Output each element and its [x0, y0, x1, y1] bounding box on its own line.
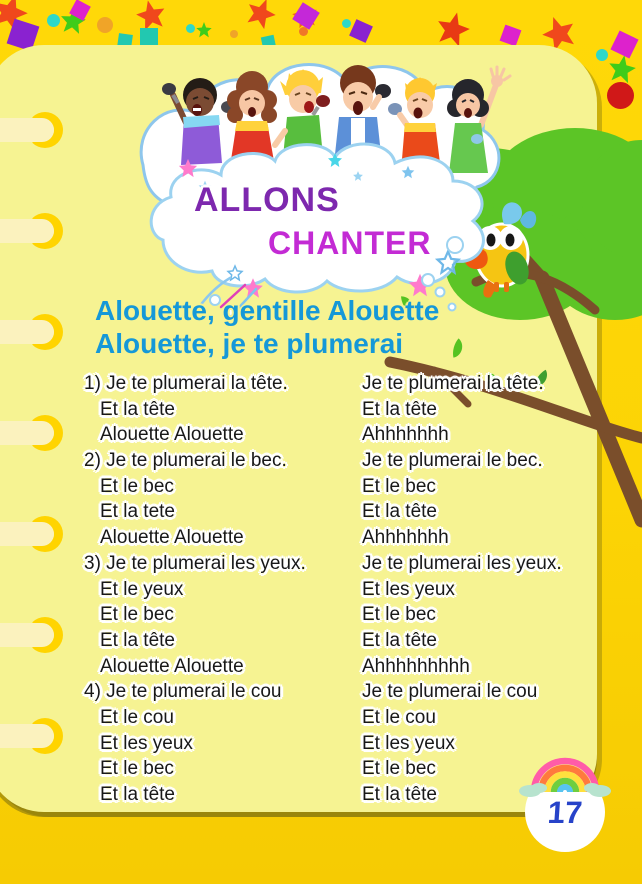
lyric-line: Ahhhhhhh: [362, 527, 449, 549]
lyric-line: Ahhhhhhhhh: [362, 655, 470, 677]
lyric-line: Et le bec: [100, 758, 174, 780]
lyric-line: Et les yeux: [100, 732, 193, 754]
binder-ring: [0, 110, 70, 150]
lyric-line: Et les yeux: [362, 732, 455, 754]
lyric-line: Et le cou: [100, 706, 174, 728]
confetti-star-icon: [606, 53, 638, 85]
confetti-square-icon: [349, 19, 373, 43]
lyric-line: Et le bec: [362, 604, 436, 626]
banner-title-line2: CHANTER: [268, 225, 432, 261]
lyric-line: Et le cou: [362, 706, 436, 728]
singing-children-illustration: [125, 45, 515, 305]
binder-ring: [0, 615, 70, 655]
lyric-line: 3) Je te plumerai les yeux.: [84, 552, 306, 574]
lyrics-right-column: [362, 371, 562, 808]
lyric-line: Je te plumerai les yeux.: [362, 552, 562, 574]
lyric-line: Et la tête: [100, 784, 175, 805]
confetti-dot-icon: [607, 82, 634, 109]
binder-ring: [0, 211, 70, 251]
page-number-badge: [518, 745, 612, 857]
confetti-dot-icon: [47, 14, 60, 27]
lyric-line: Ahhhhhhh: [362, 424, 449, 446]
binder-ring: [0, 716, 70, 756]
binder-ring: [0, 312, 70, 352]
confetti-dot-icon: [186, 24, 195, 33]
lyric-line: Et la tête: [362, 501, 437, 523]
lyric-line: 1) Je te plumerai la tête.: [84, 373, 288, 394]
confetti-star-icon: [241, 0, 280, 33]
binder-ring: [0, 413, 70, 453]
confetti-dot-icon: [342, 19, 351, 28]
lyric-line: Alouette Alouette: [100, 655, 244, 677]
page-number: 17: [546, 795, 584, 830]
lyrics-left-column: [84, 371, 306, 808]
confetti-square-icon: [500, 25, 522, 47]
confetti-dot-icon: [596, 49, 608, 61]
song-title-line2: Alouette, je te plumerai: [95, 328, 404, 359]
banner-title-line1: ALLONS: [194, 181, 340, 219]
lyric-line: Et la tête: [100, 629, 175, 651]
confetti-star-icon: [432, 8, 473, 49]
confetti-star-icon: [196, 22, 212, 38]
lyric-line: Et la tête: [362, 784, 437, 805]
lyric-line: Et le yeux: [100, 578, 184, 600]
lyric-line: Et le bec: [362, 475, 436, 497]
confetti-dot-icon: [230, 30, 238, 38]
lyric-line: Et le bec: [100, 604, 174, 626]
confetti-dot-icon: [299, 27, 308, 36]
lyric-line: 4) Je te plumerai le cou: [84, 681, 282, 703]
confetti-square-icon: [610, 30, 638, 58]
lyric-line: Je te plumerai la tête.: [362, 373, 544, 394]
lyric-line: 2) Je te plumerai le bec.: [84, 450, 287, 472]
lyric-line: Et le bec: [100, 475, 174, 497]
lyric-line: Je te plumerai le cou: [362, 681, 538, 703]
lyric-line: Et la tête: [100, 398, 175, 420]
confetti-dot-icon: [97, 17, 113, 33]
lyric-line: Et la tête: [362, 398, 437, 420]
song-title-line1: Alouette, gentille Alouette: [95, 295, 440, 326]
confetti-square-icon: [292, 2, 320, 30]
song-title: [95, 294, 439, 360]
lyric-line: Et le bec: [362, 758, 436, 780]
lyric-line: Et la tête: [362, 629, 437, 651]
lyric-line: Je te plumerai le bec.: [362, 450, 543, 472]
binder-ring: [0, 514, 70, 554]
confetti-square-icon: [140, 28, 158, 46]
lyric-line: Et la tete: [100, 501, 175, 523]
lyric-line: Alouette Alouette: [100, 527, 244, 549]
lyric-line: Et les yeux: [362, 578, 455, 600]
lyric-line: Alouette Alouette: [100, 424, 244, 446]
